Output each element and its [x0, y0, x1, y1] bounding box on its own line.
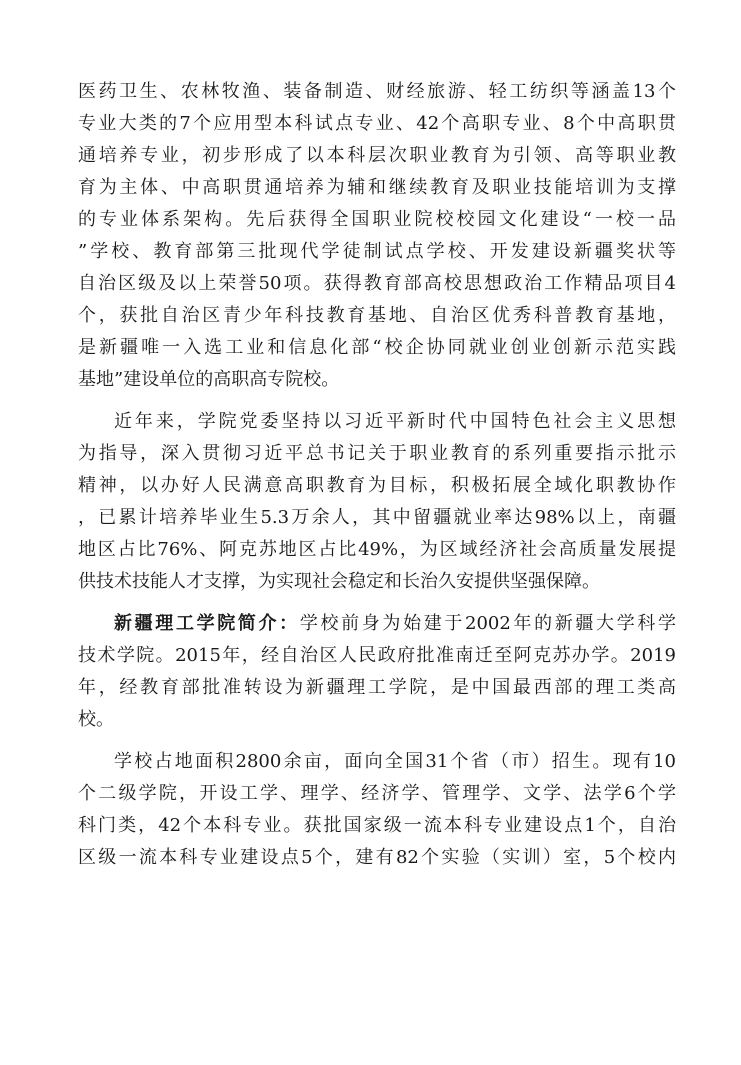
text-line: 校。 [78, 709, 114, 730]
section-heading: 新疆理工学院简介： [114, 613, 300, 634]
document-page [78, 76, 676, 884]
text-line: 基地”建设单位的高职高专院校。 [78, 369, 340, 390]
text-line: 医药卫生、农林牧渔、装备制造、财经旅游、轻工纺织等涵盖13个 [78, 81, 676, 102]
text-line: 为指导，深入贯彻习近平总书记关于职业教育的系列重要指示批示 [78, 443, 676, 464]
text-line: 个二级学院，开设工学、理学、经济学、管理学、文学、法学6个学 [78, 783, 676, 804]
text-line: 个，获批自治区青少年科技教育基地、自治区优秀科普教育基地， [78, 305, 676, 326]
text-line: 是新疆唯一入选工业和信息化部“校企协同就业创业创新示范实践 [78, 337, 676, 358]
text-line: 地区占比76%、阿克苏地区占比49%，为区域经济社会高质量发展提 [78, 539, 676, 560]
paragraph-university-intro [78, 608, 676, 736]
text-line: 年，经教育部批准转设为新疆理工学院，是中国最西部的理工类高 [78, 677, 676, 698]
text-line [78, 608, 676, 640]
text-line: 供技术技能人才支撑，为实现社会稳定和长治久安提供坚强保障。 [78, 571, 600, 592]
text-line: 通培养专业，初步形成了以本科层次职业教育为引领、高等职业教 [78, 145, 676, 166]
text-line: 的专业体系架构。先后获得全国职业院校校园文化建设“一校一品 [78, 209, 676, 230]
text-line: 精神，以办好人民满意高职教育为目标，积极拓展全域化职教协作 [78, 475, 676, 496]
text-line: 区级一流本科专业建设点5个，建有82个实验（实训）室，5个校内 [78, 847, 676, 868]
text-line: 育为主体、中高职贯通培养为辅和继续教育及职业技能培训为支撑 [78, 177, 676, 198]
paragraph-campus [78, 746, 676, 874]
text-line: 科门类，42个本科专业。获批国家级一流本科专业建设点1个，自治 [78, 815, 676, 836]
text-line: 专业大类的7个应用型本科试点专业、42个高职专业、8个中高职贯 [78, 113, 676, 134]
text-line: 技术学院。2015年，经自治区人民政府批准南迁至阿克苏办学。2019 [78, 645, 676, 666]
paragraph-recent-years [78, 406, 676, 598]
text-line: ”学校、教育部第三批现代学徒制试点学校、开发建设新疆奖状等 [78, 241, 676, 262]
text-line: 自治区级及以上荣誉50项。获得教育部高校思想政治工作精品项目4 [78, 273, 676, 294]
text-line: ，已累计培养毕业生5.3万余人，其中留疆就业率达98%以上，南疆 [78, 507, 676, 528]
text-line: 近年来，学院党委坚持以习近平新时代中国特色社会主义思想 [114, 411, 676, 432]
text-line: 学校占地面积2800余亩，面向全国31个省（市）招生。现有10 [114, 751, 676, 772]
paragraph-programs [78, 76, 676, 396]
text-segment: 学校前身为始建于2002年的新疆大学科学 [299, 613, 676, 634]
